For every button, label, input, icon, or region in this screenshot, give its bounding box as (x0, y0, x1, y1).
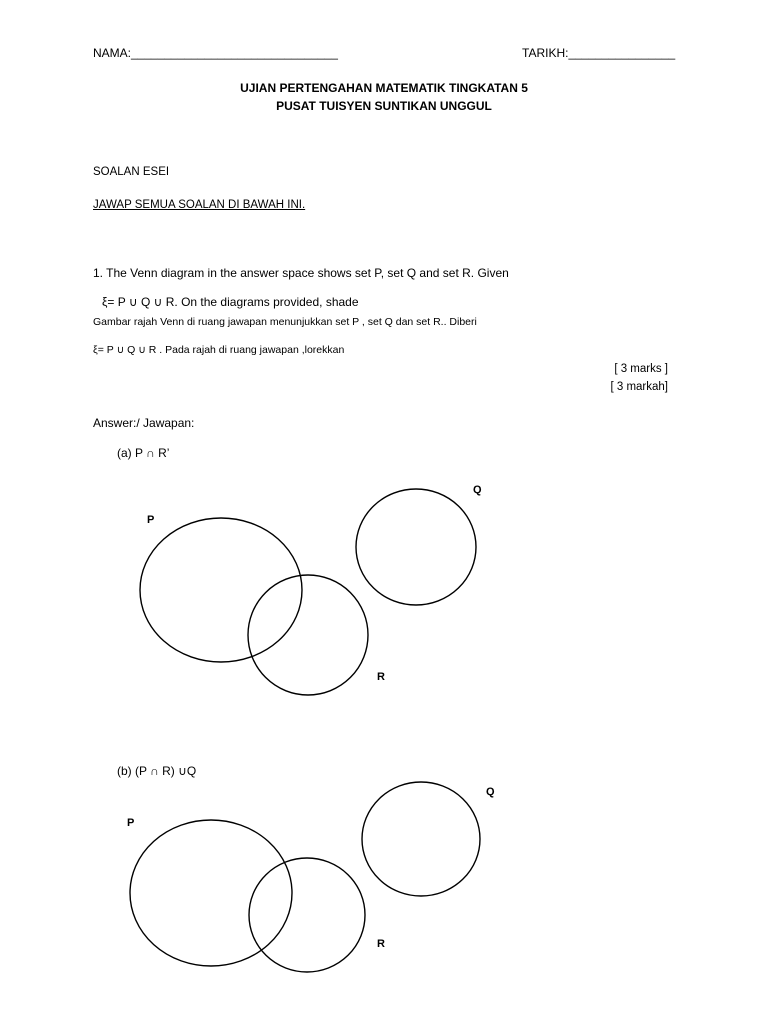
date-field-label: TARIKH:________________ (522, 46, 676, 60)
set-r-circle (249, 858, 365, 972)
set-p-label: P (147, 514, 155, 526)
set-q-label: Q (473, 484, 482, 496)
set-q-label: Q (486, 786, 495, 798)
name-field-label: NAMA:_______________________________ (93, 46, 338, 60)
section-instruction: JAWAP SEMUA SOALAN DI BAWAH INI. (93, 199, 306, 211)
set-r-label: R (377, 671, 385, 683)
tuition-center-name: PUSAT TUISYEN SUNTIKAN UNGGUL (276, 99, 492, 113)
question-text-my-1: Gambar rajah Venn di ruang jawapan menunjukkan set P , set Q dan set R.. Diberi (93, 316, 477, 328)
set-p-circle (140, 518, 302, 662)
marks-my: [ 3 markah] (610, 381, 668, 393)
set-q-circle (356, 489, 476, 605)
question-text-en-1: 1. The Venn diagram in the answer space shows set P, set Q and set R. Given (93, 266, 509, 280)
question-text-my-2: ξ= P ∪ Q ∪ R . Pada rajah di ruang jawapan ,lorekkan (93, 344, 345, 356)
marks-en: [ 3 marks ] (614, 363, 668, 375)
exam-title: UJIAN PERTENGAHAN MATEMATIK TINGKATAN 5 (240, 81, 528, 95)
answer-label: Answer:/ Jawapan: (93, 416, 195, 430)
set-r-label: R (377, 938, 385, 950)
set-q-circle (362, 782, 480, 896)
venn-diagram-b (0, 780, 768, 1020)
question-text-en-2: ξ= P ∪ Q ∪ R. On the diagrams provided, shade (102, 295, 359, 309)
section-heading: SOALAN ESEI (93, 166, 170, 178)
set-p-label: P (127, 817, 135, 829)
part-a-label: (a) P ∩ R’ (117, 446, 170, 460)
part-b-label: (b) (P ∩ R) ∪Q (117, 764, 197, 778)
set-p-circle (130, 820, 292, 966)
set-r-circle (248, 575, 368, 695)
venn-diagram-a (0, 470, 768, 730)
